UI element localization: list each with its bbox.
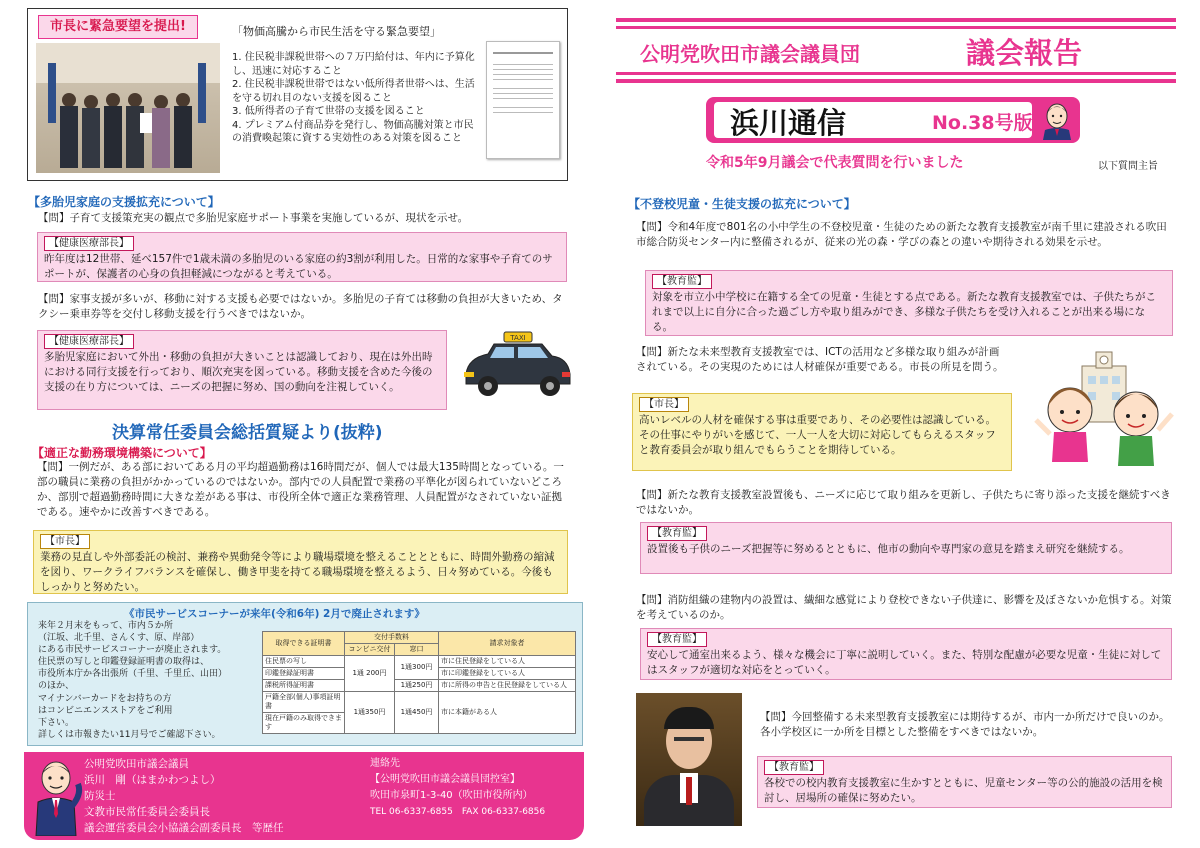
group-name: 公明党吹田市議会議員団	[640, 42, 860, 66]
question-text: 【問】新たな未来型教育支援教室では、ICTの活用など多様な取り組みが計画されている。その実現のためには人材確保が重要である。市長の所見を問う。	[636, 346, 1004, 373]
certificate-fee-table	[262, 631, 576, 734]
notice-title: 《市民サービスコーナーが来年(令和6年) 2月で廃止されます》	[124, 608, 425, 620]
newsletter-title: 浜川通信	[730, 106, 847, 140]
question-text: 【問】消防組織の建物内の設置は、繊細な感覚により登校できない子供達に、影響を及ぼさないか危惧する。対策を考えているのか。	[636, 594, 1172, 621]
taxi-sign: TAXI	[510, 334, 526, 342]
profile-line: 議会運営委員会小協議会副委員長 等歴任	[84, 822, 284, 834]
cell: 1通300円	[395, 656, 439, 680]
table-row	[263, 692, 576, 713]
councillor-portrait	[636, 693, 742, 826]
cell: 市に所得の申告と住民登録をしている人	[439, 680, 576, 692]
report-subtitle-note: 以下質問主旨	[1098, 161, 1158, 172]
cell: 1通 200円	[345, 656, 395, 692]
question-text: 【問】子育て支援策充実の観点で多胎児家庭サポート事業を実施しているが、現状を示せ。	[38, 212, 469, 224]
notice-line: はコンビニエンスストアをご利用	[38, 705, 173, 716]
report-title: 議会報告	[966, 36, 1083, 70]
flag	[198, 63, 206, 123]
answer-speaker: 【教育監】	[647, 526, 707, 541]
contact-block	[370, 756, 580, 820]
contact-label: 連絡先	[370, 758, 400, 769]
answer-speaker: 【教育監】	[764, 760, 824, 775]
table-row	[263, 656, 576, 668]
answer-speaker: 【健康医療部長】	[44, 334, 134, 349]
cell: 住民票の写し	[263, 656, 345, 668]
profile-line: 文教市民常任委員会委員長	[84, 806, 210, 818]
header-stripe	[616, 18, 1176, 22]
mascot-avatar	[28, 756, 84, 836]
answer-text: 安心して通室出来るよう、様々な機会に丁寧に説明していく。また、特別な配慮が必要な児童・生徒に対してはスタッフが適切な対応をとっていく。	[647, 649, 1162, 676]
profile-line: 公明党吹田市議会議員	[84, 758, 189, 770]
notice-line: にある市民サービスコーナーが廃止されます。	[38, 645, 227, 656]
emergency-request-box	[27, 8, 568, 181]
cell: 印鑑登録証明書	[263, 668, 345, 680]
question-text: 【問】今回整備する未来型教育支援教室には期待するが、市内一か所だけで良いのか。各小学校区に一か所を目標とした整備をすべきではないか。	[760, 711, 1170, 738]
service-corner-notice	[27, 602, 583, 746]
col-header: 取得できる証明書	[263, 632, 345, 656]
notice-line: 詳しくは市報きたい11月号でご確認下さい。	[38, 729, 221, 740]
notice-line: （江坂、北千里、さんくす、原、岸部）	[38, 633, 200, 644]
cell: 課税所得証明書	[263, 680, 345, 692]
answer-box	[640, 628, 1172, 680]
notice-line: マイナンバーカードをお持ちの方	[38, 693, 172, 704]
profile-footer	[24, 752, 584, 840]
answer-text: 業務の見直しや外部委託の検討、兼務や異動発令等により職場環境を整えることとともに、時間外勤務の縮減を図り、ワークライフバランスを確保し、働き甲斐を持てる職場環境を整えるよう、日々努めている。今後もしっかりと努めたい。	[40, 551, 555, 593]
header-stripe	[616, 79, 1176, 83]
notice-line: 住民票の写しと印鑑登録証明書の取得は、	[38, 657, 210, 668]
section-title-audit-committee: 決算常任委員会総括質疑より(抜粋)	[112, 423, 383, 443]
answer-text: 多胎児家庭において外出・移動の負担が大きいことは認識しており、現在は外出時における同行支援を行っており、順次充実を図っている。移動支援を含めた今後の支援の在り方については、ニーズの把握に努め、国の動向を注視していく。	[44, 351, 433, 393]
answer-text: 昨年度は12世帯、延べ157件で1歳未満の多胎児のいる家庭の約3割が利用した。日常的な家事や子育てのサポートが、保護者の心身の負担軽減につながると考えている。	[44, 253, 553, 280]
request-list	[232, 51, 478, 146]
cell: 1通450円	[395, 692, 439, 734]
request-title: 「物価高騰から市民生活を守る緊急要望」	[232, 25, 441, 38]
issue-number: No.38号版	[932, 112, 1033, 134]
answer-speaker: 【市長】	[639, 397, 689, 412]
answer-box	[37, 232, 567, 282]
question-text: 【問】一例だが、ある部においてある月の平均超過勤務は16時間だが、個人では最大135時間となっている。一部の職員に業務の負担がかかっているのではないか。部内での人員配置で業務の平準化が図られていないどころか、部別で超過勤務時間に大きな差がある事は、市役所全体で適正な業務管理、人員配置がなされていない証拠である。速やかに改善すべきである。	[37, 461, 564, 518]
col-header: 交付手数料	[345, 632, 439, 644]
answer-text: 設置後も子供のニーズ把握等に努めるとともに、他市の動向や専門家の意見を踏まえ研究を継続する。	[647, 543, 1130, 555]
cell: 市に本籍がある人	[439, 692, 576, 734]
profile-line: 防災士	[84, 790, 116, 802]
answer-speaker: 【市長】	[40, 534, 90, 549]
flag	[48, 63, 56, 123]
answer-speaker: 【教育監】	[652, 274, 712, 289]
request-item: 3. 低所得者の子育て世帯の支援を図ること	[232, 106, 425, 117]
newsletter-banner	[706, 97, 1080, 143]
contact-phone: TEL 06-6337-6855 FAX 06-6337-6856	[370, 807, 546, 817]
header-stripe	[616, 26, 1176, 29]
profile-text	[84, 756, 344, 836]
question-text: 【問】新たな教育支援教室設置後も、ニーズに応じて取り組みを更新し、子供たちに寄り添った支援を継続すべきではないか。	[636, 489, 1171, 516]
contact-office: 【公明党吹田市議会議員団控室】	[370, 774, 520, 785]
notice-body	[38, 620, 266, 741]
request-item: 2. 住民税非課税世帯ではない低所得者世帯へは、生活を守る切れ目のない支援を図ること	[232, 79, 475, 104]
answer-text: 各校での校内教育支援教室に生かすとともに、児童センター等の公的施設の活用を検討し、居場所の確保に努めたい。	[764, 777, 1163, 804]
answer-box	[757, 756, 1172, 808]
answer-box	[640, 522, 1172, 574]
col-header: コンビニ交付	[345, 644, 395, 656]
school-children-illustration	[1032, 350, 1174, 472]
notice-line: 来年２月末をもって、市内５か所	[38, 621, 173, 631]
section-heading-multiple-births: 【多胎児家庭の支援拡充について】	[28, 195, 220, 209]
header-stripe	[616, 72, 1176, 75]
answer-box	[37, 330, 447, 410]
report-subtitle: 令和5年9月議会で代表質問を行いました	[706, 155, 964, 171]
section-subheading-work-environment: 【適正な勤務環境構築について】	[32, 446, 212, 460]
cell: 1通350円	[345, 692, 395, 734]
table-row	[263, 680, 576, 692]
answer-box	[33, 530, 568, 594]
cell: 市に印鑑登録をしている人	[439, 668, 576, 680]
cell: 1通250円	[395, 680, 439, 692]
answer-text: 高いレベルの人材を確保する事は重要であり、その必要性は認識している。その仕事にやりがいを感じて、一人一人を大切に対応してもらえるスタッフと教育委員会が取り組んでもらうことを期待している。	[639, 414, 996, 456]
mascot-icon	[1038, 100, 1076, 140]
question-text: 【問】家事支援が多いが、移動に対する支援も必要ではないか。多胎児の子育ては移動の負担が大きいため、タクシー乗車券等を交付し移動支援を行うべきではないか。	[38, 293, 563, 320]
cell: 市に住民登録をしている人	[439, 656, 576, 668]
request-badge: 市長に緊急要望を提出!	[38, 15, 198, 39]
answer-speaker: 【健康医療部長】	[44, 236, 134, 251]
answer-text: 対象を市立小中学校に在籍する全ての児童・生徒とする点である。新たな教育支援教室では、子供たちがこれまで以上に自分に合った過ごし方や取り組みができ、多様な子供たちを受け入れることが出来る場になる。	[652, 291, 1156, 333]
answer-box	[645, 270, 1173, 336]
answer-box	[632, 393, 1012, 471]
profile-line: 浜川 剛（はまかわつよし）	[84, 774, 221, 786]
question-text: 【問】令和4年度で801名の小中学生の不登校児童・生徒のための新たな教育支援教室が南千里に建設される吹田市総合防災センター内に整備されるが、従来の光の森・学びの森との違いや期待される効果を示せ。	[636, 221, 1167, 248]
notice-line: 下さい。	[38, 717, 75, 728]
request-item: 4. プレミアム付商品券を発行し、物価高騰対策と市民の消費喚起策に資する実効性のある対策を図ること	[232, 119, 474, 144]
col-header: 窓口	[395, 644, 439, 656]
contact-address: 吹田市泉町1-3-40（吹田市役所内）	[370, 790, 533, 801]
notice-line: 市役所本庁か各出張所（千里、千里丘、山田）	[38, 669, 228, 680]
section-heading-truancy-support: 【不登校児童・生徒支援の拡充について】	[628, 197, 856, 211]
request-item: 1. 住民税非課税世帯への７万円給付は、年内に予算化し、迅速に対応すること	[232, 52, 475, 77]
meeting-photo	[36, 43, 220, 173]
request-document-thumbnail	[486, 41, 560, 159]
taxi-illustration	[458, 328, 576, 400]
cell: 現在戸籍のみ取得できます	[263, 713, 345, 734]
cell: 戸籍全部(個人)事項証明書	[263, 692, 345, 713]
notice-line: のほか、	[38, 681, 75, 692]
col-header: 請求対象者	[439, 632, 576, 656]
answer-speaker: 【教育監】	[647, 632, 707, 647]
